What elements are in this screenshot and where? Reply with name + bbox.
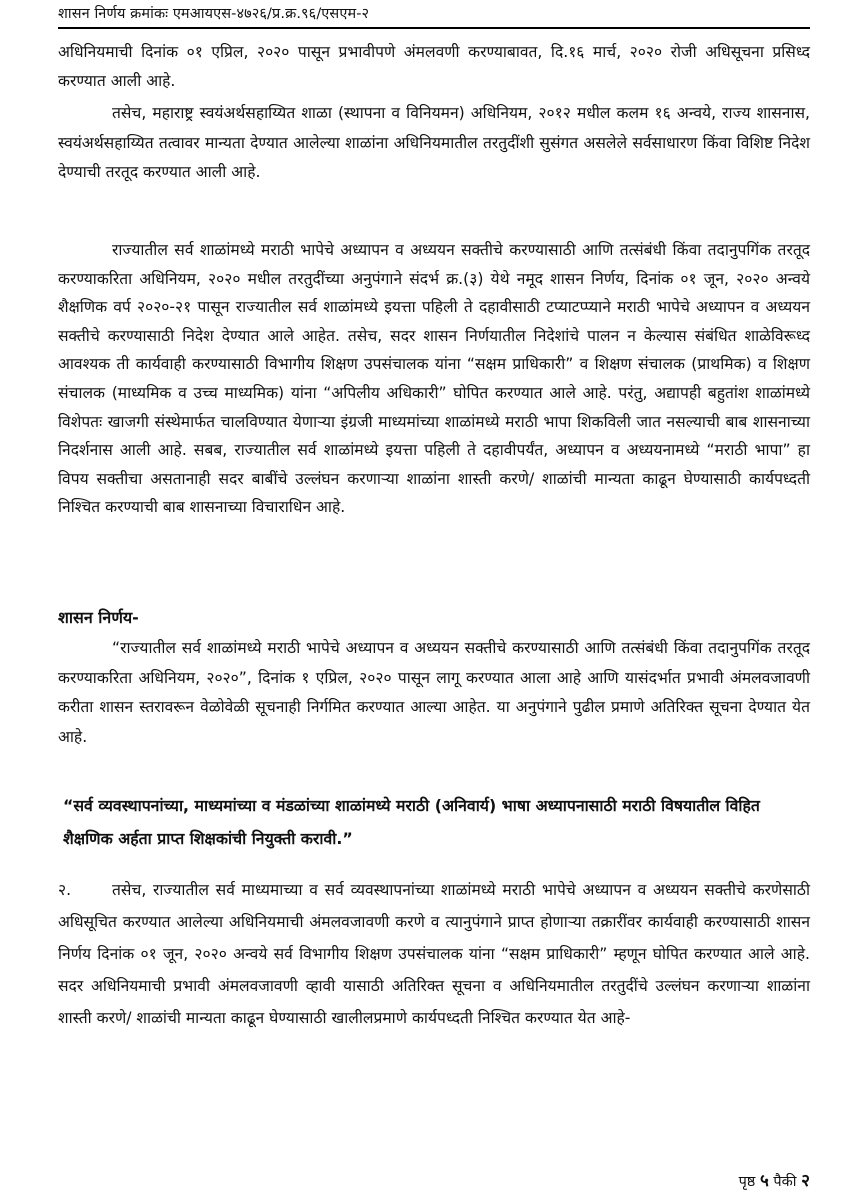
- header-divider: [58, 27, 810, 29]
- page-label: पृष्ठ: [738, 1174, 756, 1190]
- paragraph-numbered-2-text: तसेच, राज्यातील सर्व माध्यमाच्या व सर्व व्यवस्थापनांच्या शाळांमध्ये मराठी भापेचे अध्यापन व अध्ययन सक्तीचे करणेसाठी अधिसूचित करण्यात आलेल्या अधिनियमाची अंमलवजावणी करणे व त्यानुपंगाने प्राप्त होणाऱ्या तक्रारींवर कार्यवाही करण्यासाठी शासन निर्णय दिनांक ०१ जून, २०२० अन्वये सर्व विभागीय शिक्षण उपसंचालक यांना “सक्षम प्राधिकारी” म्हणून घोपित करण्यात आले आहे. सदर अधिनियमाची प्रभावी अंमलवजावणी व्हावी यासाठी अतिरिक्त सूचना व अधिनियमातील तरतुदींचे उल्लंघन करणाऱ्या शाळांना शास्ती करणे/ शाळांची मान्यता काढून घेण्यासाठी खालीलप्रमाणे कार्यपध्दती निश्चित करण्यात येत आहे-: [58, 881, 810, 1027]
- section-heading-government-decision: शासन निर्णय-: [58, 608, 139, 627]
- document-header: [58, 4, 810, 24]
- document-page: [58, 0, 810, 1200]
- instruction-quote: “सर्व व्यवस्थापनांच्या, माध्यमांच्या व मंडळांच्या शाळांमध्ये मराठी (अनिवार्य) भाषा अध्यापनासाठी मराठी विषयातील विहित शैक्षणिक अर्हता प्राप्त शिक्षकांची नियुक्ती करावी.”: [63, 796, 760, 848]
- paragraph-numbered-2: [58, 874, 810, 1034]
- paragraph-act-implementation: “राज्यातील सर्व शाळांमध्ये मराठी भापेचे अध्यापन व अध्ययन सक्तीचे करण्यासाठी आणि तत्संबंधी किंवा तदानुपगिंक तरतूद करण्याकरिता अधिनियम, २०२०”, दिनांक १ एप्रिल, २०२० पासून लागू करण्यात आला आहे आणि यासंदर्भात प्रभावी अंमलवजावणी करीता शासन स्तरावरून वेळोवेळी सूचनाही निर्गमित करण्यात आल्या आहेत. या अनुपंगाने पुढील प्रमाणे अतिरिक्त सूचना देण्यात येत आहे.: [58, 639, 810, 746]
- paragraph-marathi-compulsory-background: राज्यातील सर्व शाळांमध्ये मराठी भापेचे अध्यापन व अध्ययन सक्तीचे करण्यासाठी आणि तत्संबंधी किंवा तदानुपगिंक तरतूद करण्याकरिता अधिनियम, २०२० मधील तरतुदींच्या अनुपंगाने संदर्भ क्र.(३) येथे नमूद शासन निर्णय, दिनांक ०१ जून, २०२० अन्वये शैक्षणिक वर्प २०२०-२१ पासून राज्यातील सर्व शाळांमध्ये इयत्ता पहिली ते दहावीसाठी टप्याटप्प्याने मराठी भापेचे अध्यापन व अध्ययन सक्तीचे करण्यासाठी निदेश देण्यात आले आहेत. तसेच, सदर शासन निर्णयातील निदेशांचे पालन न केल्यास संबंधित शाळेविरूध्द आवश्यक ती कार्यवाही करण्यासाठी विभागीय शिक्षण उपसंचालक यांना “सक्षम प्राधिकारी” व शिक्षण संचालक (प्राथमिक) व शिक्षण संचालक (माध्यमिक व उच्च माध्यमिक) यांना “अपिलीय अधिकारी” घोपित करण्यात आले आहे. परंतु, अद्यापही बहुतांश शाळांमध्ये विशेपतः खाजगी संस्थेमार्फत चालविण्यात येणाऱ्या इंग्रजी माध्यमांच्या शाळांमध्ये मराठी भापा शिकविली जात नसल्याची बाब शासनाच्या निदर्शनास आली आहे. सबब, राज्यातील सर्व शाळांमध्ये इयत्ता पहिली ते दहावीपर्यंत, अध्यापन व अध्ययनामध्ये “मराठी भापा” हा विपय सक्तीचा असतानाही सदर बाबींचे उल्लंघन करणाऱ्या शाळांना शास्ती करणे/ शाळांची मान्यता काढून घेण्यासाठी कार्यपध्दती निश्चित करण्याची बाब शासनाच्या विचाराधिन आहे.: [58, 241, 810, 517]
- page-number: ५: [759, 1171, 769, 1191]
- paragraph-self-financed-schools-act: तसेच, महाराष्ट्र स्वयंअर्थसहाय्यित शाळा (स्थापना व विनियमन) अधिनियम, २०१२ मधील कलम १६ अन्वये, राज्य शासनास, स्वयंअर्थसहाय्यित तत्वावर मान्यता देण्यात आलेल्या शाळांना अधिनियमातील तरतुदींशी सुसंगत असलेले सर्वसाधारण किंवा विशिष्ट निदेश देण्याची तरतूद करण्यात आली आहे.: [58, 104, 810, 181]
- paragraph-number: २.: [58, 881, 72, 899]
- order-number-title: शासन निर्णय क्रमांकः एमआयएस-४७२६/प्र.क्र.९६/एसएम-२: [58, 6, 370, 22]
- total-pages: २: [801, 1171, 810, 1191]
- of-label: पैकी: [773, 1174, 797, 1190]
- page-footer: [739, 1169, 810, 1194]
- paragraph-notification: अधिनियमाची दिनांक ०१ एप्रिल, २०२० पासून प्रभावीपणे अंमलवणी करण्याबावत, दि.१६ मार्च, २०२० रोजी अधिसूचना प्रसिध्द करण्यात आली आहे.: [58, 43, 810, 90]
